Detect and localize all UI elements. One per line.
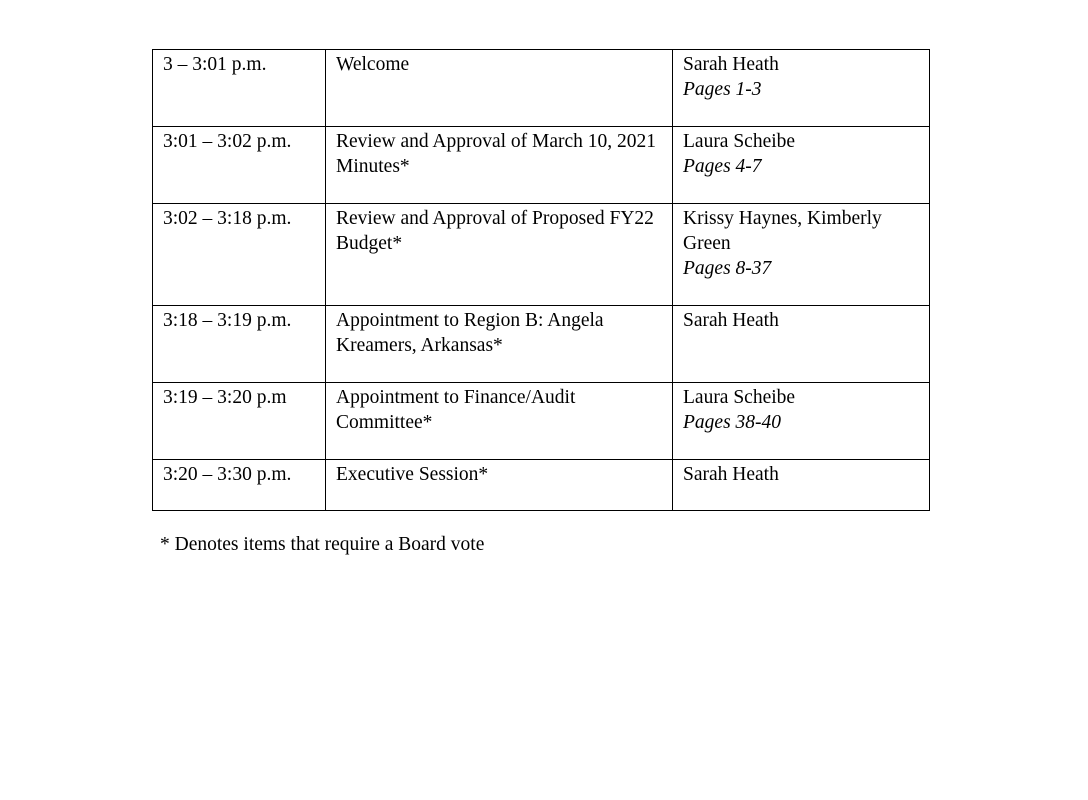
- presenter-cell: [673, 127, 930, 204]
- time-cell: 3 – 3:01 p.m.: [153, 50, 326, 127]
- presenter-cell: [673, 460, 930, 511]
- time-cell: 3:18 – 3:19 p.m.: [153, 306, 326, 383]
- agenda-row: [153, 50, 930, 127]
- time-cell: 3:01 – 3:02 p.m.: [153, 127, 326, 204]
- agenda-row: [153, 383, 930, 460]
- presenter-cell: [673, 204, 930, 306]
- page-reference: Pages 8-37: [683, 258, 772, 279]
- page-reference: Pages 38-40: [683, 412, 782, 433]
- presenter-name: Krissy Haynes, Kimberly Green: [683, 208, 882, 254]
- presenter-cell: [673, 50, 930, 127]
- page-reference: Pages 4-7: [683, 156, 762, 177]
- agenda-row: [153, 460, 930, 511]
- presenter-name: Laura Scheibe: [683, 131, 796, 152]
- item-cell: Executive Session*: [326, 460, 673, 511]
- time-cell: 3:20 – 3:30 p.m.: [153, 460, 326, 511]
- item-cell: Appointment to Finance/Audit Committee*: [326, 383, 673, 460]
- agenda-row: [153, 127, 930, 204]
- agenda-row: [153, 306, 930, 383]
- item-cell: Review and Approval of Proposed FY22 Budget*: [326, 204, 673, 306]
- presenter-name: Laura Scheibe: [683, 387, 796, 408]
- item-cell: Appointment to Region B: Angela Kreamers, Arkansas*: [326, 306, 673, 383]
- presenter-name: Sarah Heath: [683, 54, 779, 75]
- time-cell: 3:19 – 3:20 p.m: [153, 383, 326, 460]
- page-reference: Pages 1-3: [683, 79, 762, 100]
- presenter-cell: [673, 306, 930, 383]
- footnote: * Denotes items that require a Board vote: [160, 534, 485, 555]
- presenter-name: Sarah Heath: [683, 464, 779, 485]
- presenter-name: Sarah Heath: [683, 310, 779, 331]
- agenda-table: [152, 49, 930, 511]
- presenter-cell: [673, 383, 930, 460]
- agenda-row: [153, 204, 930, 306]
- item-cell: Review and Approval of March 10, 2021 Minutes*: [326, 127, 673, 204]
- item-cell: Welcome: [326, 50, 673, 127]
- time-cell: 3:02 – 3:18 p.m.: [153, 204, 326, 306]
